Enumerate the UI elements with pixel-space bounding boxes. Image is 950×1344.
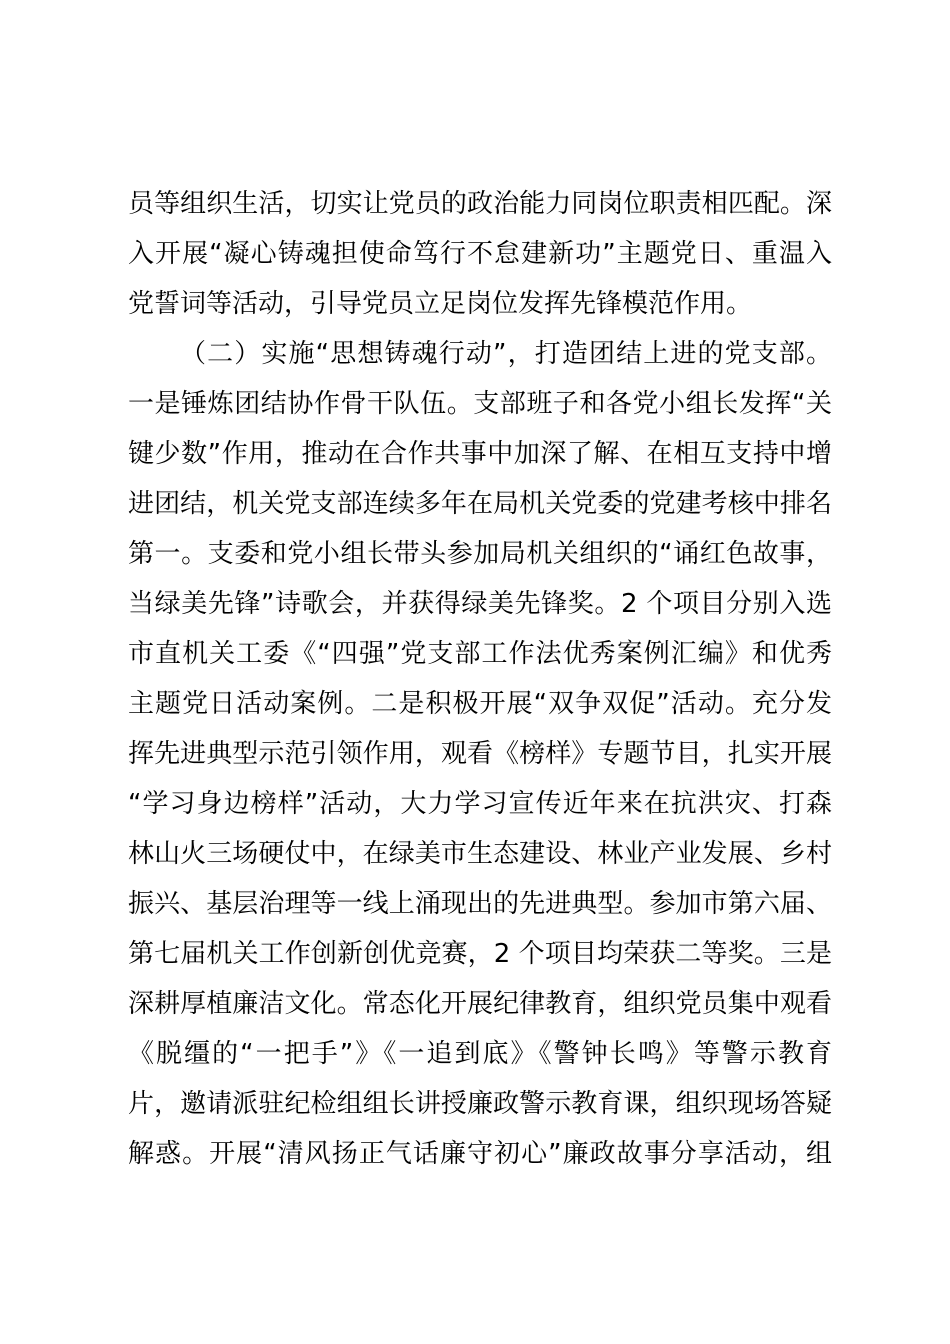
text-line: 深耕厚植廉洁文化。常态化开展纪律教育，组织党员集中观看 (128, 989, 832, 1019)
text-line: 挥先进典型示范引领作用，观看《榜样》专题节目，扎实开展 (128, 739, 832, 769)
body-text (128, 179, 832, 1179)
text-line: “学习身边榜样”活动，大力学习宣传近年来在抗洪灾、打森 (128, 789, 832, 819)
section-heading: （二）实施“思想铸魂行动”，打造团结上进的党支部。 (180, 339, 832, 369)
text-line: 片，邀请派驻纪检组组长讲授廉政警示教育课，组织现场答疑 (128, 1089, 832, 1119)
text-line: 键少数”作用，推动在合作共事中加深了解、在相互支持中增 (128, 439, 832, 469)
text-line: 林山火三场硬仗中，在绿美市生态建设、林业产业发展、乡村 (128, 839, 832, 869)
text-line: 第七届机关工作创新创优竞赛，2 个项目均荣获二等奖。三是 (128, 939, 832, 969)
text-line: 《脱缰的“一把手”》《一追到底》《警钟长鸣》等警示教育 (128, 1039, 832, 1069)
text-line: 主题党日活动案例。二是积极开展“双争双促”活动。充分发 (128, 689, 832, 719)
text-line: 进团结，机关党支部连续多年在局机关党委的党建考核中排名 (128, 489, 832, 519)
text-line: 第一。支委和党小组长带头参加局机关组织的“诵红色故事， (128, 539, 832, 569)
text-line: 市直机关工委《“四强”党支部工作法优秀案例汇编》和优秀 (128, 639, 832, 669)
text-line: 解惑。开展“清风扬正气话廉守初心”廉政故事分享活动，组 (128, 1139, 832, 1169)
text-line: 当绿美先锋”诗歌会，并获得绿美先锋奖。2 个项目分别入选 (128, 589, 832, 619)
text-line: 振兴、基层治理等一线上涌现出的先进典型。参加市第六届、 (128, 889, 832, 919)
text-line: 一是锤炼团结协作骨干队伍。支部班子和各党小组长发挥“关 (128, 389, 832, 419)
text-line: 入开展“凝心铸魂担使命笃行不怠建新功”主题党日、重温入 (128, 239, 832, 269)
text-line: 党誓词等活动，引导党员立足岗位发挥先锋模范作用。 (128, 289, 753, 319)
text-line: 员等组织生活，切实让党员的政治能力同岗位职责相匹配。深 (128, 189, 832, 219)
